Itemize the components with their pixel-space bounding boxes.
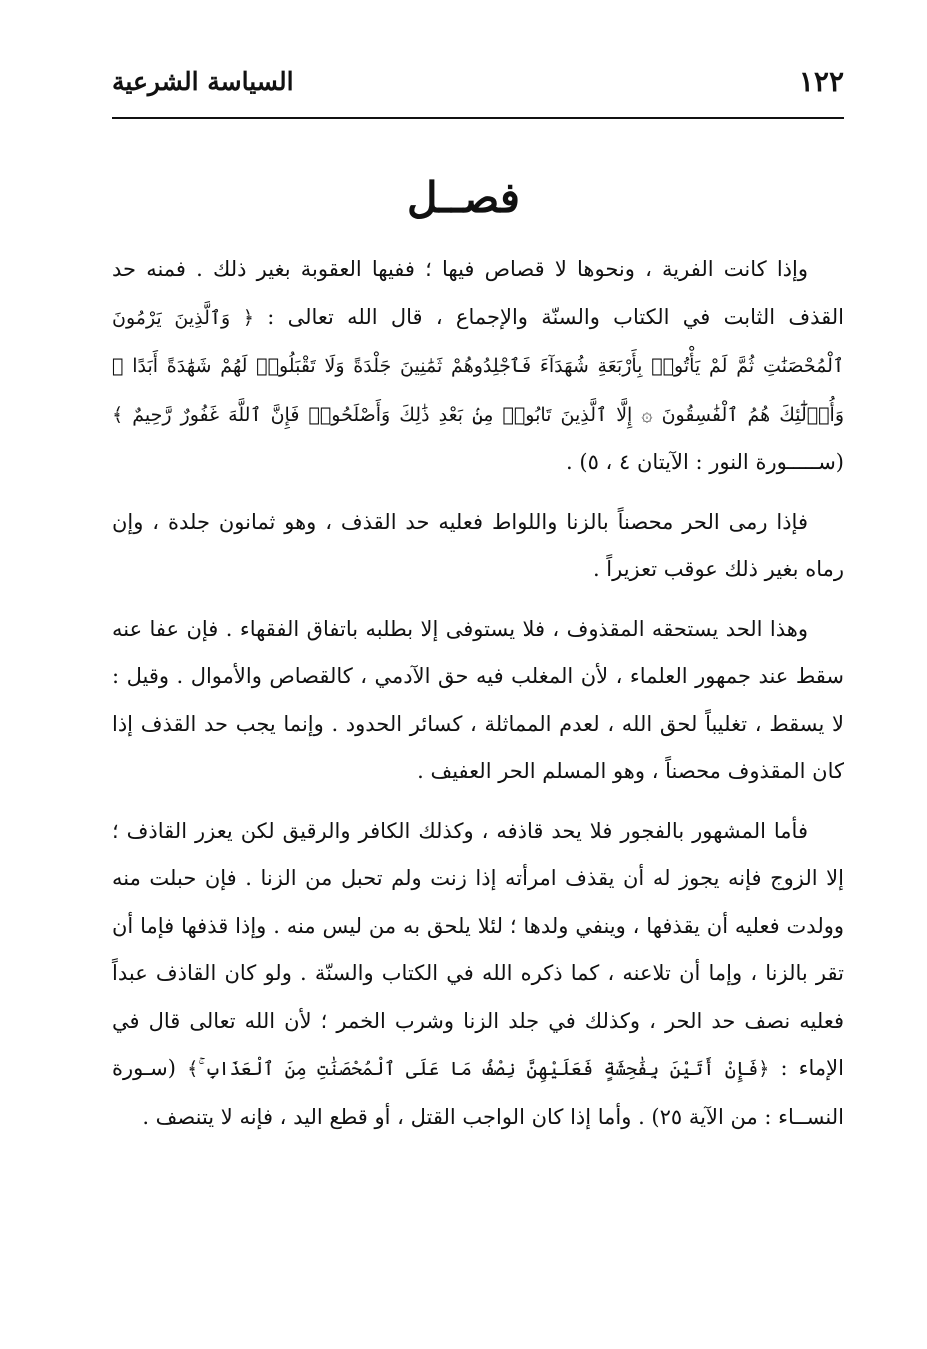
- verse-reference: (سـورة النســاء : من الآية ٢٥) . وأما إذا كان الواجب القتل ، أو قطع اليد ، فإنه لا يتنصف .: [112, 1056, 844, 1129]
- quran-verse: ﴿فَإِنْ أَتَيْنَ بِفَٰحِشَةٍ فَعَلَيْهِنَّ نِصْفُ مَا عَلَى ٱلْمُحْصَنَٰتِ مِنَ ٱلْعَذَابِ ۚ﴾: [187, 1058, 770, 1080]
- section-title: فصــل: [407, 173, 520, 222]
- page-header: [112, 62, 844, 102]
- running-title: السياسة الشرعية: [112, 67, 294, 96]
- paragraph-1: [112, 246, 844, 487]
- paragraph-text: فأما المشهور بالفجور فلا يحد قاذفه ، وكذلك الكافر والرقيق لكن يعزر القاذف ؛ إلا الزوج فإنه يجوز له أن يقذف امرأته إذا زنت ولم تحبل من الزنا . فإن حبلت منه وولدت فعليه أن يقذفها ، وينفي ولدها ؛ لئلا يلحق به من ليس منه . وإذا قذفها فإما أن تقر بالزنا ، وإما أن تلاعنه ، كما ذكره الله في الكتاب والسنّة . ولو كان القاذف عبداً فعليه نصف حد الحر ، وكذلك في جلد الزنا وشرب الخمر ؛ لأن الله تعالى قال في الإماء :: [112, 818, 844, 1080]
- verse-reference: (ســـــورة النور : الآيتان ٤ ، ٥) .: [566, 450, 844, 474]
- paragraph-text: وهذا الحد يستحقه المقذوف ، فلا يستوفى إلا بطلبه باتفاق الفقهاء . فإن عفا عنه سقط عند جمهور العلماء ، لأن المغلب فيه حق الآدمي ، كالقصاص والأموال . وقيل : لا يسقط ، تغليباً لحق الله ، لعدم المماثلة ، كسائر الحدود . وإنما يجب حد القذف إذا كان المقذوف محصناً ، وهو المسلم الحر العفيف .: [112, 616, 844, 783]
- quran-verse: ﴿ وَٱلَّذِينَ يَرْمُونَ ٱلْمُحْصَنَٰتِ ثُمَّ لَمْ يَأْتُوا۟ بِأَرْبَعَةِ شُهَدَآءَ فَٱجْلِدُوهُمْ ثَمَٰنِينَ جَلْدَةً وَلَا تَقْبَلُوا۟ لَهُمْ شَهَٰدَةً أَبَدًا ۚ وَأُو۟لَٰٓئِكَ هُمُ ٱلْفَٰسِقُونَ ۞ إِلَّا ٱلَّذِينَ تَابُوا۟ مِنۢ بَعْدِ ذَٰلِكَ وَأَصْلَحُوا۟ فَإِنَّ ٱللَّهَ غَفُورٌ رَّحِيمٌ ﴾: [112, 306, 844, 426]
- paragraph-text: فإذا رمى الحر محصناً بالزنا واللواط فعليه حد القذف ، وهو ثمانون جلدة ، وإن رماه بغير ذلك عوقب تعزيراً .: [112, 509, 844, 581]
- paragraph-text: وإذا كانت الفرية ، ونحوها لا قصاص فيها ؛ ففيها العقوبة بغير ذلك . فمنه حد القذف الثابت في الكتاب والسنّة والإجماع ، قال الله تعالى :: [112, 257, 844, 329]
- paragraph-2: [112, 499, 844, 594]
- paragraph-3: [112, 606, 844, 796]
- header-rule: [112, 117, 844, 119]
- page-number: ١٢٢: [798, 65, 844, 98]
- paragraph-4: [112, 808, 844, 1142]
- body-text: [112, 246, 844, 1153]
